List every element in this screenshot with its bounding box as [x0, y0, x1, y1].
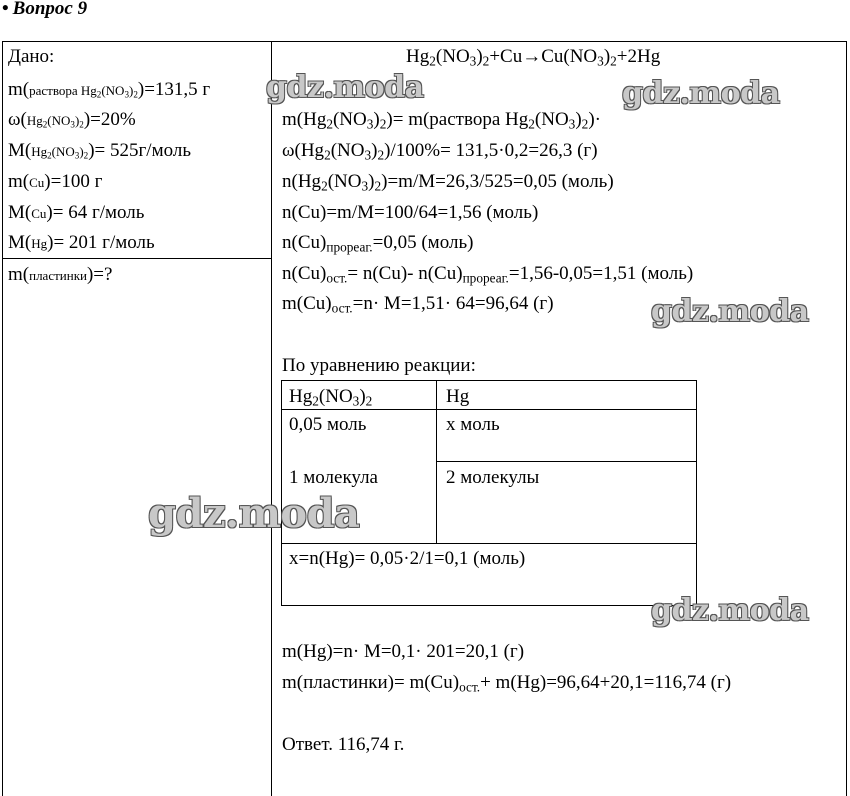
question-title: Вопрос 9: [12, 0, 88, 19]
ratio-header-hg: Hg: [446, 386, 470, 407]
given-title: Дано:: [8, 46, 55, 67]
reaction-equation: $Hg_2(NO_3)_2+Cu\to Cu(NO_3)_2+2Hg$: [406, 46, 661, 69]
ratio-cell-salt-moles: 0,05 моль: [289, 414, 367, 435]
given-mass-fraction: $\omega(Hg_2(NO_3)_2)=20\%$: [8, 109, 136, 130]
ratio-cell-hg-moles: х моль: [446, 414, 500, 435]
ratio-table-header-bottom: [281, 409, 697, 410]
step-cu-remaining-moles: $n(Cu)_{ост.}= n(Cu)-$ $n(Cu)_{прореаг.}=1,56-0,05=1,51$ (моль): [282, 263, 694, 286]
ratio-table-bottom: [281, 605, 697, 606]
table-divider: [271, 41, 272, 796]
table-top-border: [2, 41, 847, 42]
given-molar-mass-cu: M(Cu)= 64 г/моль: [8, 202, 145, 223]
ratio-table-mid: [436, 380, 437, 543]
given-mass-cu: m(Cu)=100 г: [8, 171, 103, 192]
by-equation-label: По уравнению реакции:: [282, 355, 476, 376]
step-salt-mass: $m(Hg_2(NO_3)_2)=$ m(раствора $Hg_2(NO_3)_2)\cdot$: [282, 109, 601, 132]
given-molar-mass-hg: M(Hg)= 201 г/моль: [8, 232, 155, 253]
watermark: gdz.moda: [622, 76, 780, 111]
question-heading: [2, 0, 87, 20]
watermark: gdz.moda: [651, 294, 809, 329]
watermark: gdz.moda: [266, 70, 424, 105]
ratio-table-right: [696, 380, 697, 606]
ratio-header-salt: $Hg_2(NO_3)_2$: [289, 386, 373, 409]
table-right-border: [846, 41, 847, 796]
find-plate-mass: m(пластинки)=?: [8, 264, 113, 285]
step-plate-mass: m(пластинки)= $m(Cu)_{ост.}+ m(Hg)=96,64+20,1=116,74$ (г): [282, 672, 732, 695]
ratio-table-top: [281, 380, 697, 381]
step-cu-remaining-mass: $m(Cu)_{ост.}=n\cdot M=1,51\cdot 64=96,64$ (г): [282, 293, 554, 316]
answer: Ответ. 116,74 г.: [282, 734, 405, 755]
step-cu-reacted: $n(Cu)_{прореаг.}=0,05$ (моль): [282, 232, 474, 255]
ratio-result: x=n(Hg)= 0,05·2/1=0,1 (моль): [289, 548, 526, 569]
given-separator: [2, 258, 272, 259]
watermark: gdz.moda: [651, 593, 809, 628]
step-salt-moles: $n(Hg_2(NO_3)_2)=m/M=26,3/525=0,05$ (моль): [282, 171, 614, 194]
step-hg-mass: m(Hg)=n· M=0,1· 201=20,1 (г): [282, 641, 525, 662]
table-left-border: [2, 41, 3, 796]
step-cu-moles: n(Cu)=m/M=100/64=1,56 (моль): [282, 202, 539, 223]
given-solution-mass: m(раствора $Hg_2(NO_3)_2)=131,5$ г: [8, 79, 211, 100]
ratio-cell-hg-molecules: 2 молекулы: [446, 467, 540, 488]
bullet: •: [2, 0, 9, 19]
given-molar-mass-salt: $M(Hg_2(NO_3)_2)=$ 525г/моль: [8, 140, 192, 161]
watermark: gdz.moda: [148, 490, 360, 537]
step-salt-mass-cont: $\omega(Hg_2(NO_3)_2)/100\%= 131,5\cdot 0,2=26,3$ (г): [282, 140, 598, 163]
ratio-table-result-top: [281, 543, 697, 544]
ratio-cell-salt-molecules: 1 молекула: [289, 467, 378, 488]
ratio-table-row-divider: [436, 461, 697, 462]
